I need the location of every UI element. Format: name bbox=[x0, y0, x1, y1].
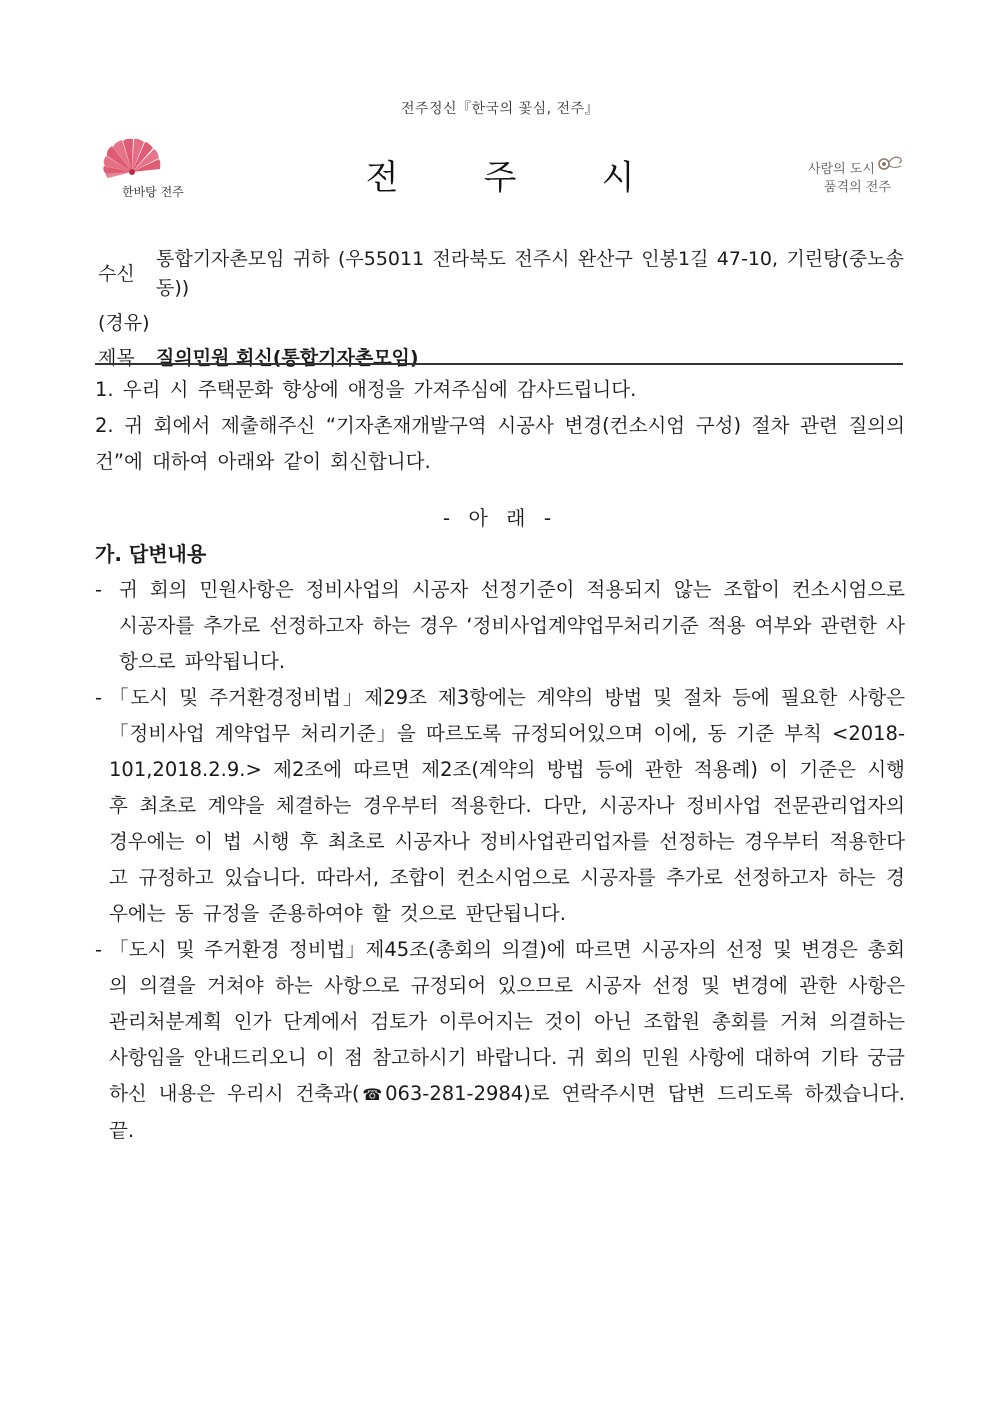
swirl-emblem-icon bbox=[876, 152, 904, 174]
phone-number: 063-281-2984 bbox=[385, 1082, 524, 1105]
bullet-text: 「도시 및 주거환경정비법」제29조 제3항에는 계약의 방법 및 절차 등에 필요한 사항은「정비사업 계약업무 처리기준」을 따르도록 규정되어있으며 이에, 동 기준 부칙 <2018-101,2018.2.9.> 제2조에 따르면 제2조(계약의 방법 등에 관한 적용례) 이 기준은 시행 후 최초로 계약을 체결하는 경우부터 적용한다. 다만, 시공자나 정비사업 전문관리업자의 경우에는 이 법 시행 후 최초로 시공자나 정비사업관리업자를 선정하는 경우부터 적용한다고 규정하고 있습니다. 따라서, 조합이 컨소시엄으로 시공자를 추가로 선정하고자 하는 경우에는 동 규정을 준용하여야 할 것으로 판단됩니다. bbox=[109, 686, 905, 925]
bullet-text-part: )로 연락주시면 답변 드리도록 하겠습니다. 끝. bbox=[109, 1082, 905, 1142]
recipient-row bbox=[98, 245, 904, 303]
recipient-value: 통합기자촌모임 귀하 (우55011 전라북도 전주시 완산구 인봉1길 47-10, 기린탕(중노송동)) bbox=[156, 248, 904, 299]
via-label: (경유) bbox=[98, 312, 150, 334]
document-header-fields bbox=[98, 245, 904, 373]
paragraph-1: 1. 우리 시 주택문화 향상에 애정을 가져주심에 감사드립니다. bbox=[95, 378, 637, 401]
subject-label: 제목 bbox=[98, 347, 135, 369]
bullet-mark: - bbox=[95, 938, 103, 961]
phone-icon: ☎ bbox=[359, 1085, 386, 1104]
via-row bbox=[98, 309, 904, 338]
city-slogan-logo bbox=[800, 152, 910, 202]
subject-value: 질의민원 회신(통합기자촌모임) bbox=[156, 347, 419, 369]
notice-title: - 아 래 - bbox=[442, 506, 558, 530]
bullet-mark: - bbox=[95, 578, 103, 601]
header-divider bbox=[95, 363, 903, 365]
city-motto: 전주정신『한국의 꽃심, 전주』 bbox=[400, 101, 600, 117]
paragraph-2: 2. 귀 회에서 제출해주신 “기자촌재개발구역 시공사 변경(컨소시엄 구성) 절차 관련 질의의 건”에 대하여 아래와 같이 회신합니다. bbox=[95, 414, 905, 473]
slogan-line-2: 품격의 전주 bbox=[824, 180, 891, 195]
bullet-text bbox=[109, 932, 905, 1149]
document-body bbox=[95, 372, 905, 1149]
answer-bullet-3 bbox=[95, 932, 905, 1149]
subject-row bbox=[98, 344, 904, 373]
svg-text:한바탕 전주: 한바탕 전주 bbox=[122, 185, 184, 199]
org-title-char: 전 bbox=[365, 158, 399, 198]
bullet-mark: - bbox=[95, 686, 103, 709]
section-heading: 가. 답변내용 bbox=[95, 542, 207, 566]
bullet-text-part: 「도시 및 주거환경 정비법」제45조(총회의 의결)에 따르면 시공자의 선정 및 변경은 총회의 의결을 거쳐야 하는 사항으로 규정되어 있으므로 시공자 선정 및 변경에 관한 사항은 관리처분계획 인가 단계에서 검토가 이루어지는 것이 아닌 조합원 총회를 거쳐 의결하는 사항임을 안내드리오니 이 점 참고하시기 바랍니다. 귀 회의 민원 사항에 대하여 기타 궁금하신 내용은 우리시 건축과( bbox=[109, 938, 905, 1105]
org-title-char: 주 bbox=[483, 158, 517, 198]
slogan-line-1: 사람의 도시 bbox=[808, 162, 875, 177]
recipient-label: 수신 bbox=[98, 262, 135, 285]
answer-bullet-1 bbox=[95, 572, 905, 680]
answer-bullet-2 bbox=[95, 680, 905, 932]
org-title-char: 시 bbox=[601, 158, 635, 198]
bullet-text: 귀 회의 민원사항은 정비사업의 시공자 선정기준이 적용되지 않는 조합이 컨소시엄으로 시공자를 추가로 선정하고자 하는 경우 ‘정비사업계약업무처리기준 적용 여부와 관련한 사항으로 파악됩니다. bbox=[119, 578, 905, 673]
